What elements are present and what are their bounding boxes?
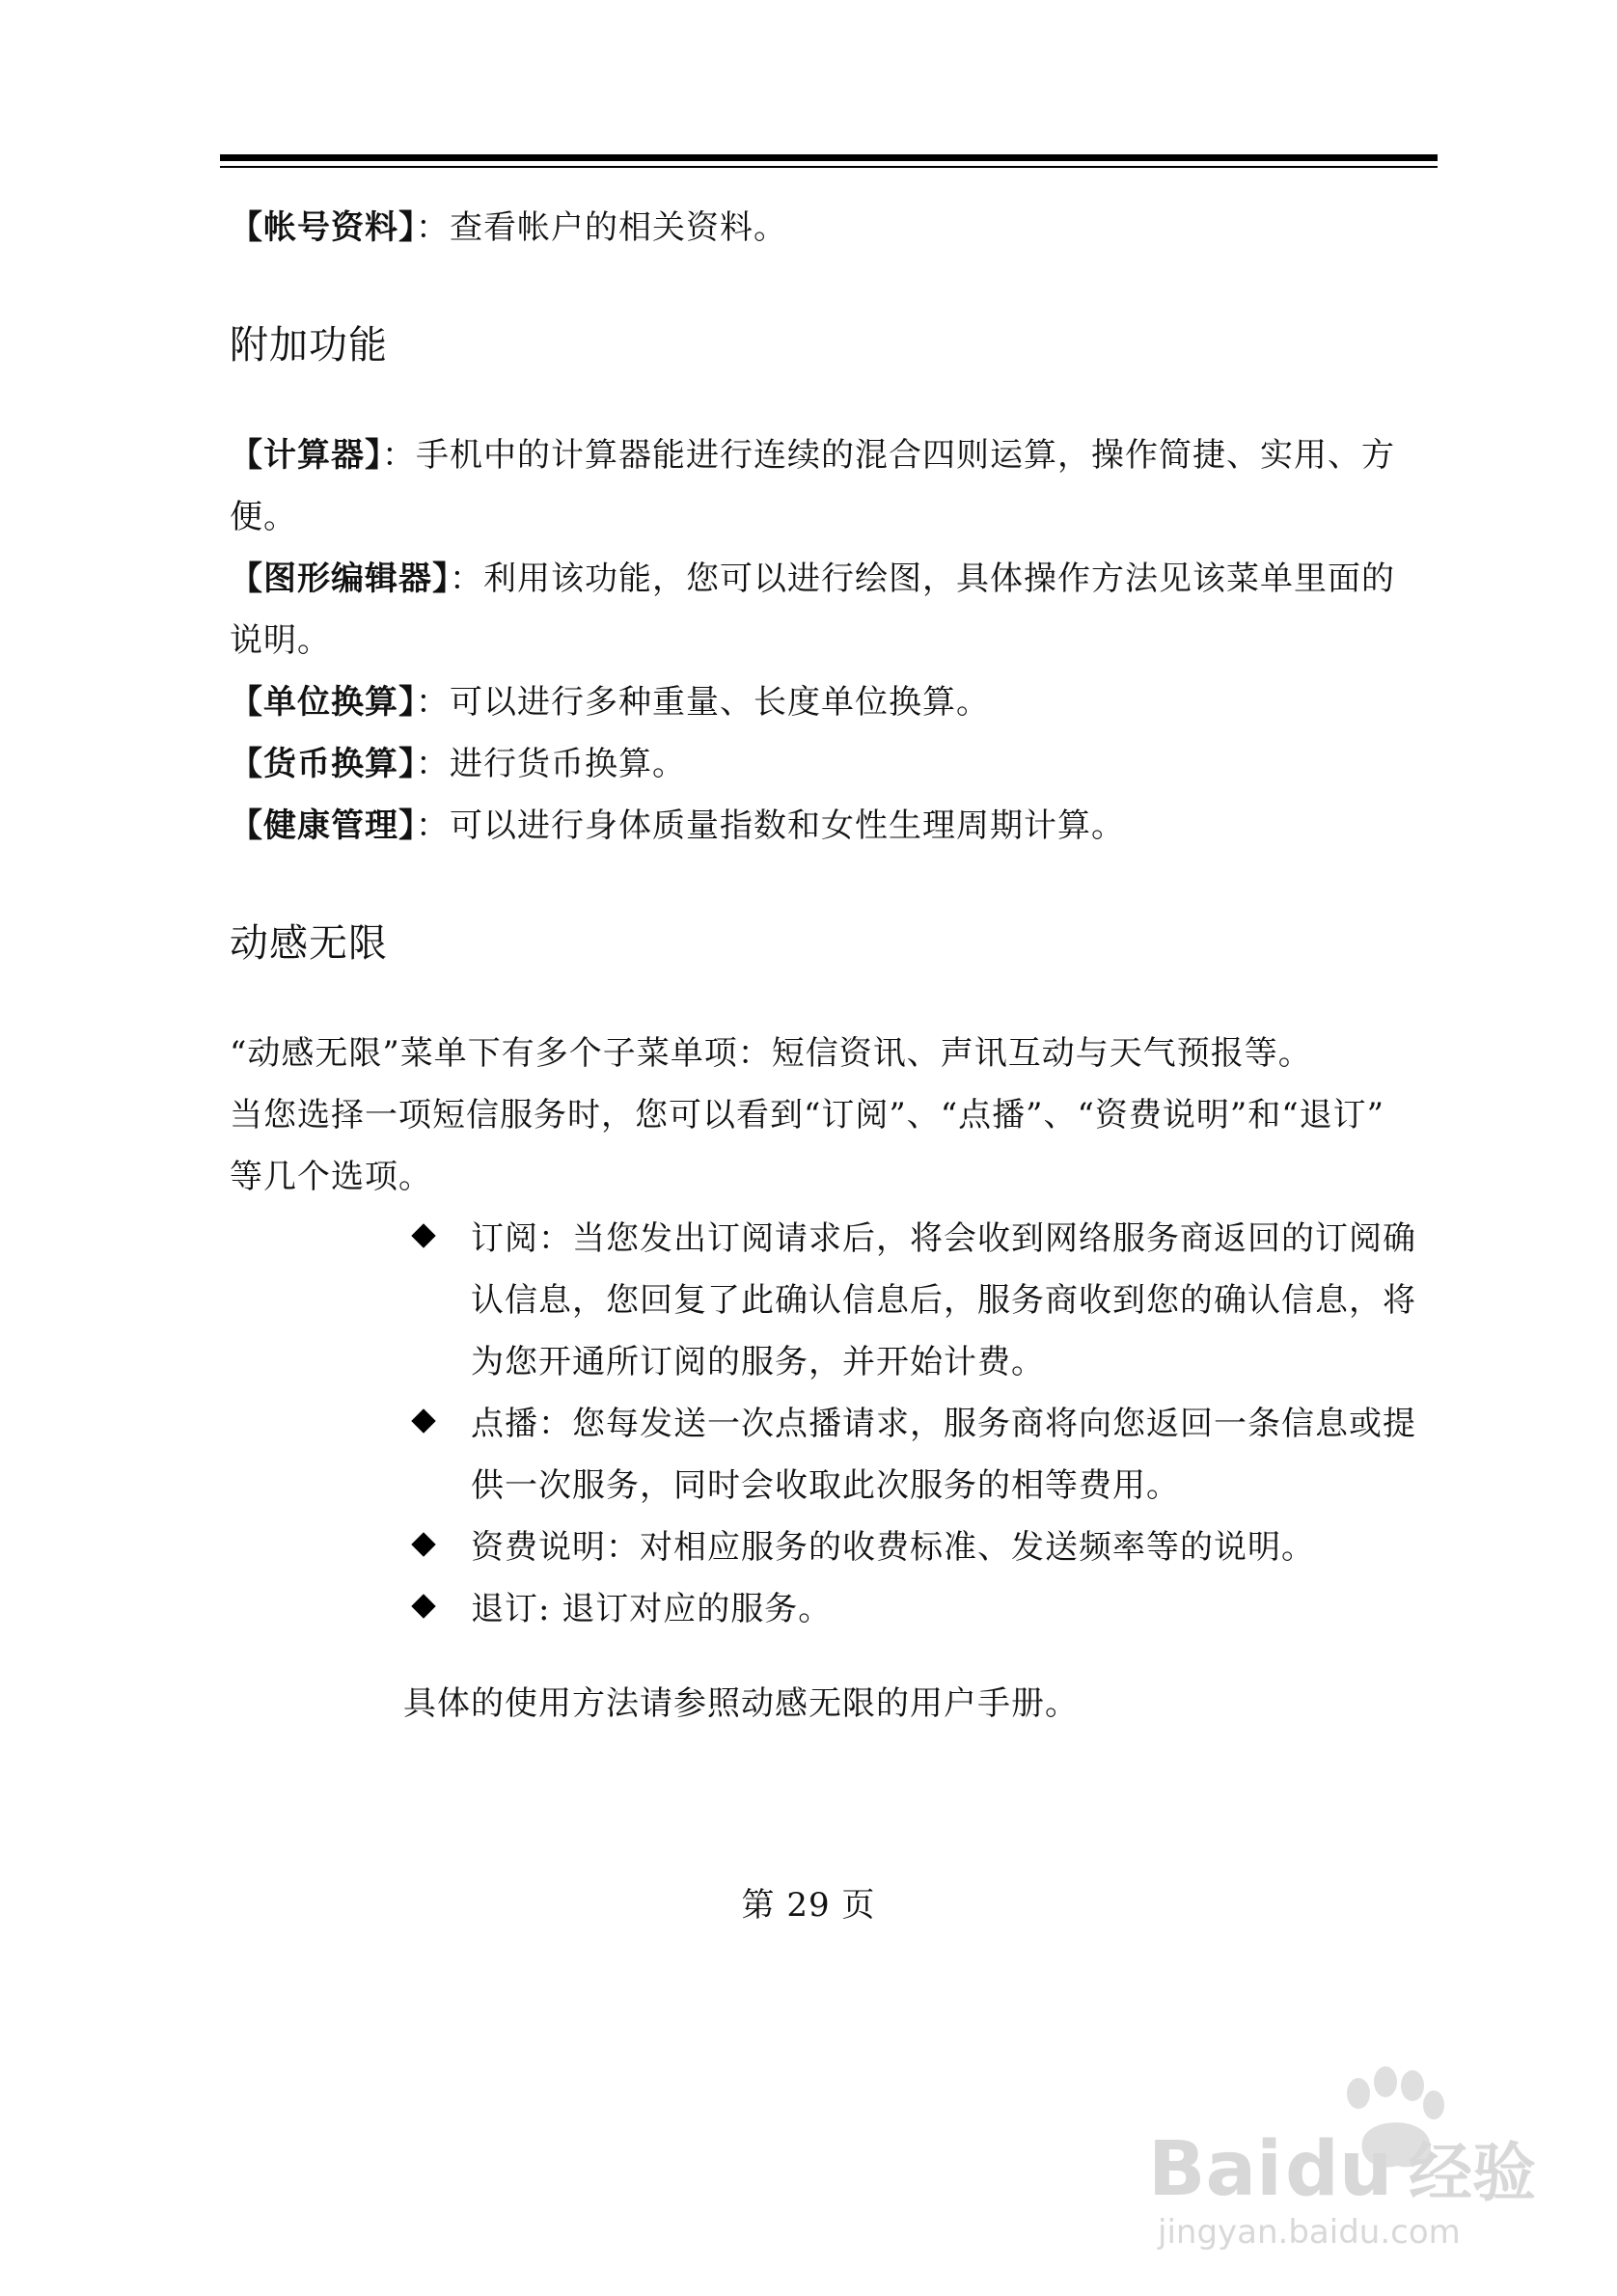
account-info-text: ：查看帐户的相关资料。: [416, 208, 787, 247]
health-management-text: ：可以进行身体质量指数和女性生理周期计算。: [416, 806, 1125, 845]
bullet-subscribe-line2: 认信息，您回复了此确认信息后，服务商收到您的确认信息，将: [471, 1281, 1416, 1320]
closing-paragraph: 具体的使用方法请参照动感无限的用户手册。: [403, 1684, 1079, 1723]
currency-conversion-term: 【货币换算】: [230, 745, 416, 783]
graphic-editor-term: 【图形编辑器】: [230, 560, 450, 598]
health-management-paragraph: [230, 795, 1436, 857]
baidu-jingyan-watermark-logo: [1148, 2026, 1553, 2257]
unit-conversion-term: 【单位换算】: [230, 683, 416, 722]
graphic-editor-text-line2: 说明。: [230, 621, 331, 660]
svg-text:Bai: Bai: [1148, 2126, 1282, 2213]
bullet-unsubscribe: [403, 1578, 1436, 1640]
diamond-bullet-icon: [411, 1532, 435, 1556]
page-content: [230, 183, 1436, 1767]
page-number: 第 29 页: [741, 1886, 876, 1925]
account-info-term: 【帐号资料】: [230, 208, 416, 247]
calculator-text-line1: ：手机中的计算器能进行连续的混合四则运算，操作简捷、实用、方: [382, 436, 1395, 475]
bullet-subscribe-line1: 订阅：当您发出订阅请求后，将会收到网络服务商返回的订阅确: [471, 1219, 1416, 1258]
dynamic-intro-line1: “动感无限”菜单下有多个子菜单项：短信资讯、声讯互动与天气预报等。: [230, 1034, 1312, 1073]
calculator-term: 【计算器】: [230, 436, 382, 475]
unit-conversion-text: ：可以进行多种重量、长度单位换算。: [416, 683, 990, 722]
bullet-on-demand-line1: 点播：您每发送一次点播请求，服务商将向您返回一条信息或提: [471, 1405, 1416, 1443]
bullet-subscribe-line3: 为您开通所订阅的服务，并开始计费。: [471, 1343, 1045, 1381]
bullet-fee-description: [403, 1517, 1436, 1578]
unit-conversion-paragraph: [230, 671, 1436, 733]
bullet-on-demand-line2: 供一次服务，同时会收取此次服务的相等费用。: [471, 1466, 1180, 1505]
header-rule-thin: [220, 166, 1438, 168]
currency-conversion-paragraph: [230, 733, 1436, 795]
account-info-paragraph: [230, 197, 1436, 259]
svg-text:jingyan.baidu.com: jingyan.baidu.com: [1158, 2213, 1461, 2252]
dynamic-unlimited-heading: 动感无限: [230, 921, 388, 966]
option-bullet-list: [403, 1208, 1436, 1640]
bullet-unsubscribe-line1: 退订: 退订对应的服务。: [471, 1590, 833, 1628]
extra-functions-heading: 附加功能: [230, 323, 388, 368]
currency-conversion-text: ：进行货币换算。: [416, 745, 686, 783]
bullet-on-demand: [403, 1393, 1436, 1517]
bullet-subscribe: [403, 1208, 1436, 1393]
diamond-bullet-icon: [411, 1594, 435, 1618]
calculator-paragraph: [230, 424, 1436, 548]
graphic-editor-text-line1: ：利用该功能，您可以进行绘图，具体操作方法见该菜单里面的: [450, 560, 1395, 598]
svg-text:经验: 经验: [1409, 2136, 1536, 2210]
dynamic-intro-line2: 当您选择一项短信服务时，您可以看到“订阅”、“点播”、“资费说明”和“退订”: [230, 1096, 1385, 1134]
diamond-bullet-icon: [411, 1408, 435, 1433]
graphic-editor-paragraph: [230, 548, 1436, 671]
dynamic-intro-line3: 等几个选项。: [230, 1158, 432, 1196]
health-management-term: 【健康管理】: [230, 806, 416, 845]
diamond-bullet-icon: [411, 1223, 435, 1247]
calculator-text-line2: 便。: [230, 498, 297, 536]
header-rule-thick: [220, 154, 1438, 161]
svg-text:du: du: [1285, 2126, 1393, 2213]
bullet-fee-description-line1: 资费说明：对相应服务的收费标准、发送频率等的说明。: [471, 1528, 1315, 1567]
